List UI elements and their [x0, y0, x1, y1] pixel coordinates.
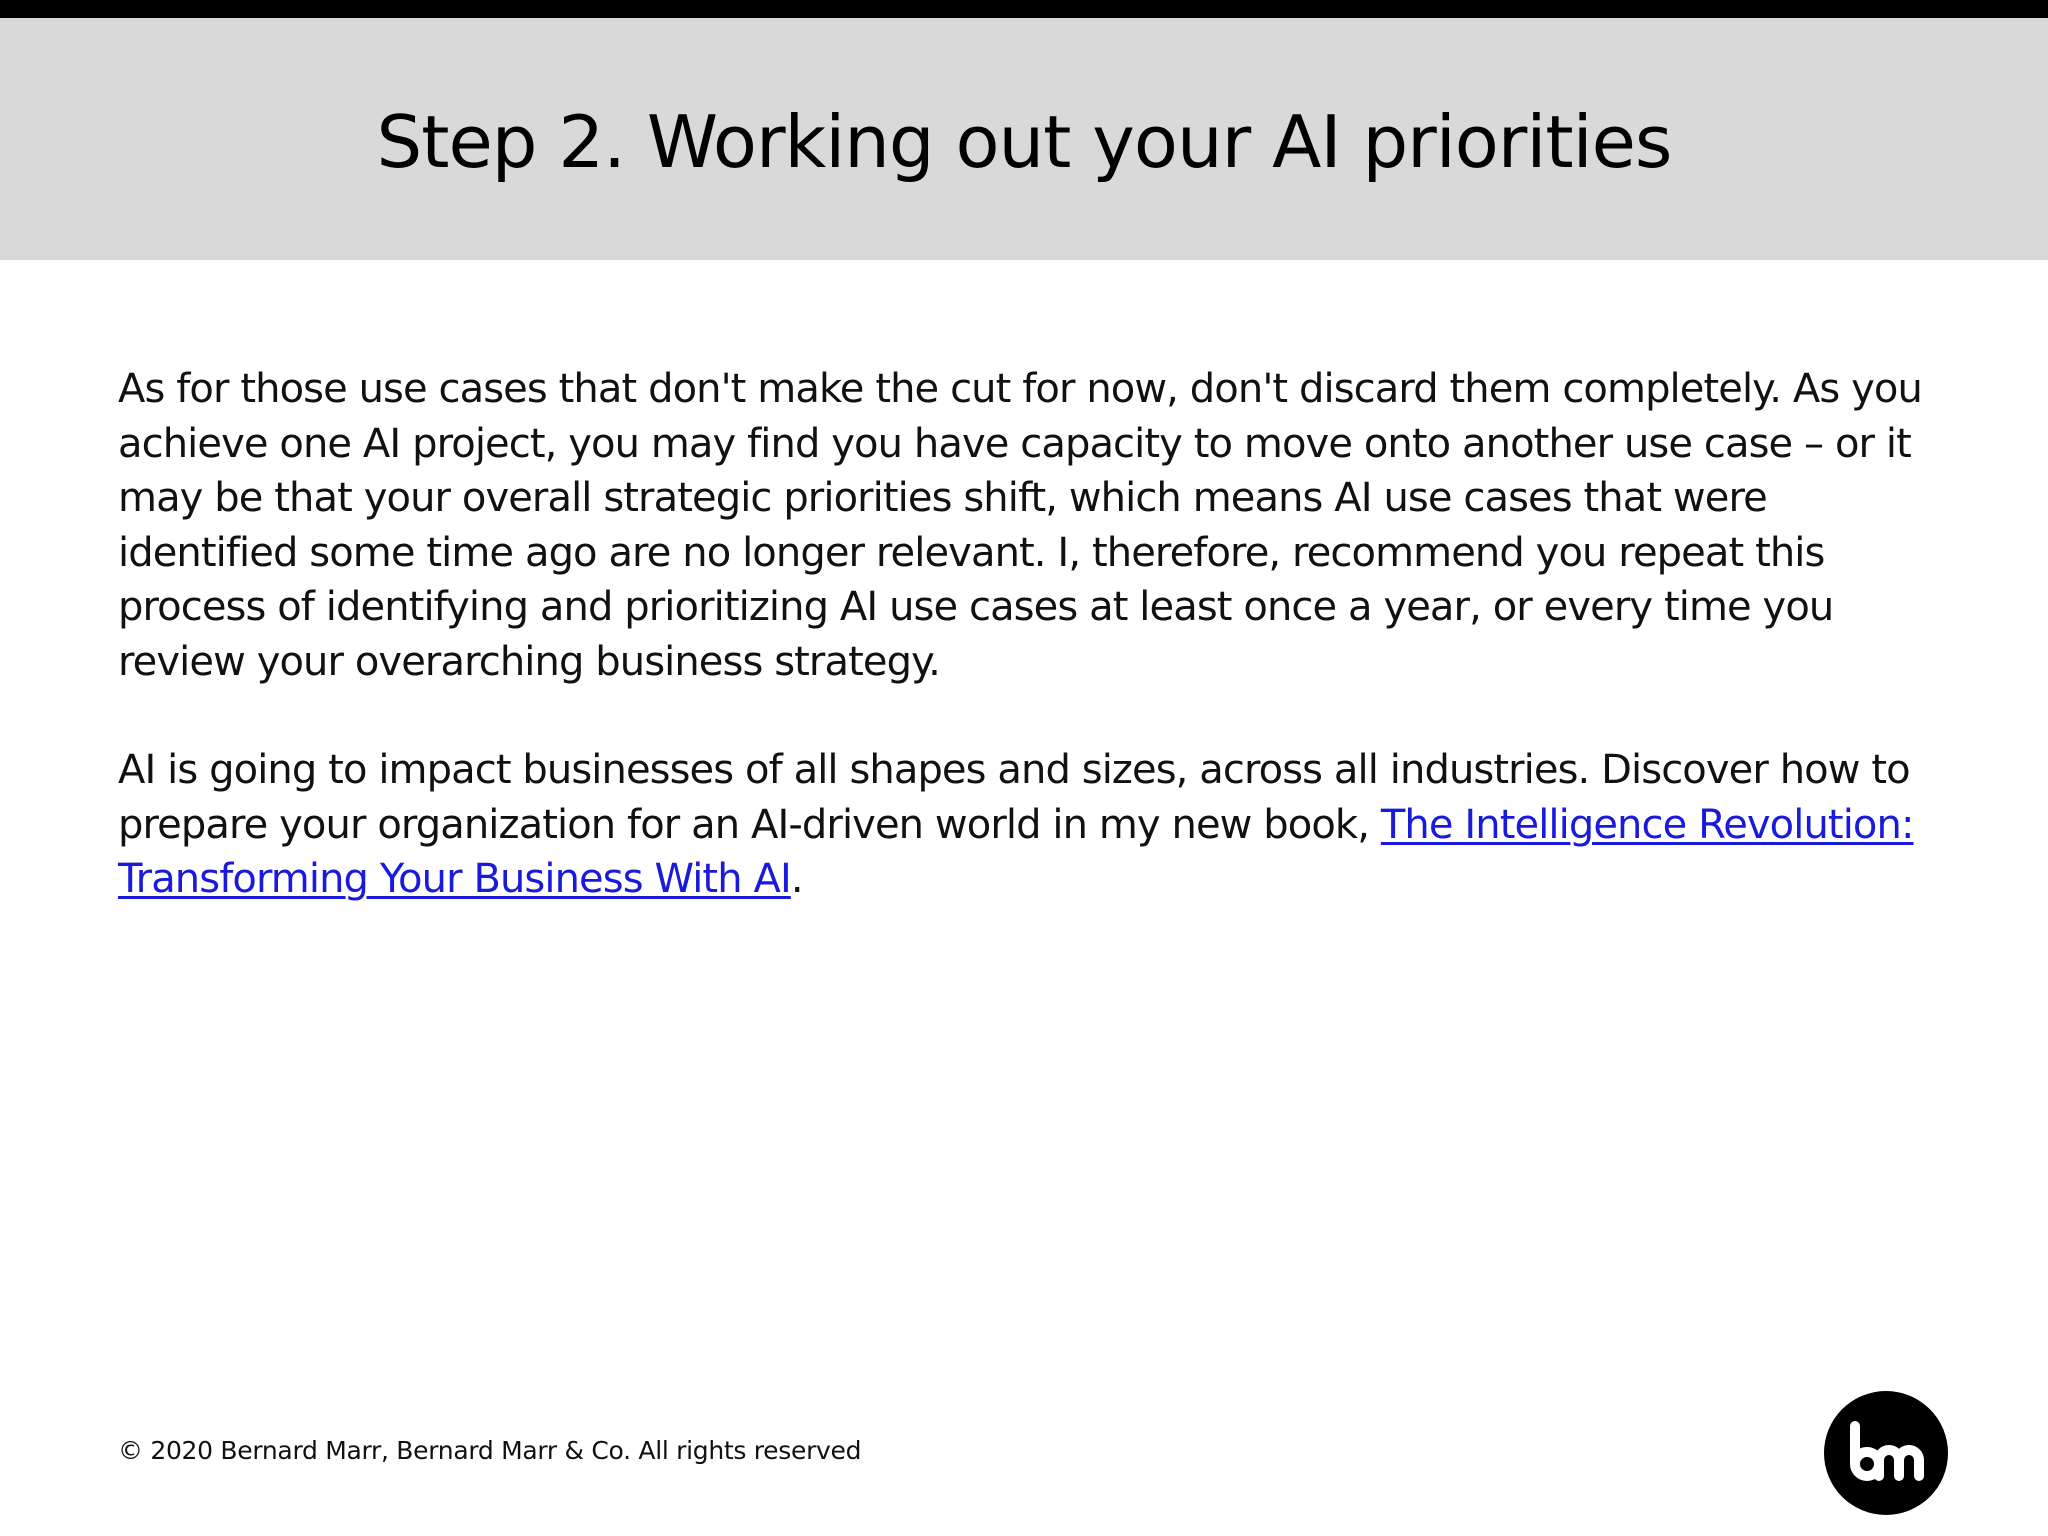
title-band [0, 18, 2048, 260]
copyright-notice: © 2020 Bernard Marr, Bernard Marr & Co. All rights reserved [118, 1436, 862, 1465]
paragraph-book-promo-text: AI is going to impact businesses of all shapes and sizes, across all industries. Discover how to prepare your organization for an AI-driven world in my new book, [118, 747, 1910, 848]
bm-logo-icon [1823, 1390, 1949, 1516]
slide-title: Step 2. Working out your AI priorities [376, 100, 1672, 184]
book-link[interactable]: The Intelligence Revolution: Transforming Your Business With AI [118, 801, 1914, 902]
paragraph-use-cases: As for those use cases that don't make the cut for now, don't discard them completely. As you achieve one AI project, you may find you have capacity to move onto another use case – or it may be that your overall strategic priorities shift, which means AI use cases that were identified some time ago are no longer relevant. I, therefore, recommend you repeat this process of identifying and prioritizing AI use cases at least once a year, or every time you review your overarching business strategy. [118, 366, 1922, 685]
paragraph-book-promo-end: . [790, 856, 803, 902]
slide-content [118, 362, 1948, 907]
top-border-bar [0, 0, 2048, 18]
paragraph-book-promo [118, 743, 1948, 907]
